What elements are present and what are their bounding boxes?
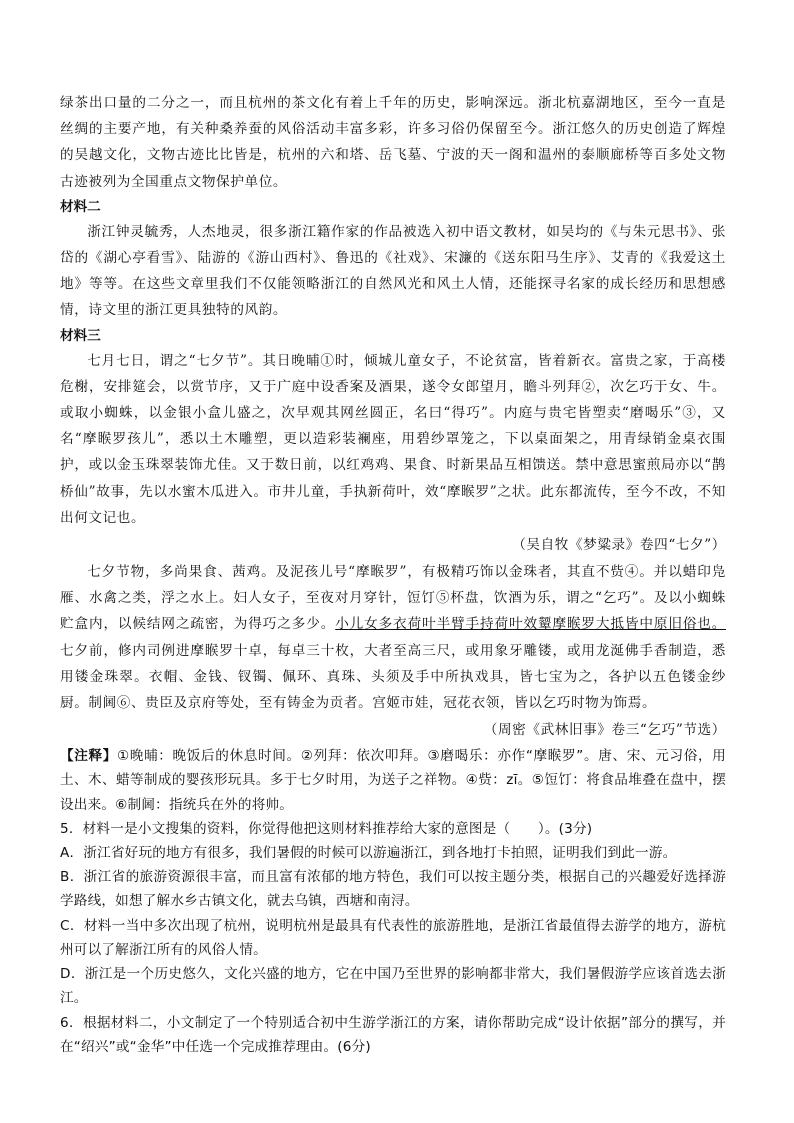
notes <box>60 744 726 817</box>
notes-label: 【注释】 <box>60 748 117 765</box>
material3-p2-underlined: 小儿女多衣荷叶半臂手持荷叶效颦摩睺罗大抵皆中原旧俗也。 <box>335 616 726 633</box>
document-page <box>60 90 726 1059</box>
material3-p2-part-b: 七夕前，修内司例进摩睺罗十卓，每卓三十枚，大者至高三尺，或用象牙雕镂，或用龙涎佛手香制造，悉用镂金珠翠。衣帽、金钱、钗镯、佩环、真珠、头须及手中所执戏具，皆七宝为之，各护以五色镂金纱厨。制阃⑥、贵臣及京府等处，至有铸金为贡者。宫姬市娃，冠花衣领，皆以乞巧时物为饰焉。 <box>60 642 726 712</box>
question-5-stem: 5．材料一是小文搜集的资料，你觉得他把这则材料推荐给大家的意图是（ ）。(3分) <box>60 820 593 837</box>
question-6-stem: 6．根据材料二，小文制定了一个特别适合初中生游学浙江的方案，请你帮助完成“设计依据”部分的撰写，并在“绍兴”或“金华”中任选一个完成推荐理由。(6分) <box>60 1014 726 1055</box>
notes-text: ①晚晡：晚饭后的休息时间。②列拜：依次叩拜。③磨喝乐：亦作“摩睺罗”。唐、宋、元习俗，用土、木、蜡等制成的婴孩形玩具。多于七夕时用，为送子之祥物。④赀：zī。⑤饾饤：将食品堆叠在盘中，摆设出来。⑥制阃：指统兵在外的将帅。 <box>60 748 726 813</box>
question-5-option-c: C．材料一当中多次出现了杭州，说明杭州是最具有代表性的旅游胜地，是浙江省最值得去游学的地方，游杭州可以了解浙江所有的风俗人情。 <box>60 917 726 958</box>
material2-heading: 材料二 <box>60 198 101 215</box>
question-5-option-a: A．浙江省好玩的地方有很多，我们暑假的时候可以游遍浙江，到各地打卡拍照，证明我们到此一游。 <box>60 845 677 862</box>
material3-p2-part-a: 七夕节物，多尚果食、茜鸡。及泥孩儿号“摩睺罗”，有极精巧饰以金珠者，其直不赀④。并以蜡印凫雁、水禽之类，浮之水上。妇人女子，至夜对月穿针，饾饤⑤杯盘，饮酒为乐，谓之“乞巧”。及以小蜘蛛贮盒内，以候结网之疏密，为得巧之多少。 <box>60 564 726 633</box>
material2-text: 浙江钟灵毓秀，人杰地灵，很多浙江籍作家的作品被选入初中语文教材，如吴均的《与朱元思书》、张岱的《湖心亭看雪》、陆游的《游山西村》、鲁迅的《社戏》、宋濂的《送东阳马生序》、艾青的《我爱这土地》等等。在这些文章里我们不仅能领略浙江的自然风光和风土人情，还能探寻名家的成长经历和思想感情，诗文里的浙江更具独特的风韵。 <box>60 223 726 319</box>
question-5-option-d: D．浙江是一个历史悠久，文化兴盛的地方，它在中国乃至世界的影响都非常大，我们暑假游学应该首选去浙江。 <box>60 966 726 1007</box>
material1-continuation: 绿茶出口量的二分之一，而且杭州的茶文化有着上千年的历史，影响深远。浙北杭嘉湖地区，至今一直是丝绸的主要产地，有关种桑养蚕的风俗活动丰富多彩，许多习俗仍保留至今。浙江悠久的历史创造了辉煌的吴越文化，文物古迹比比皆是，杭州的六和塔、岳飞墓、宁波的天一阁和温州的泰顺廊桥等百多处文物古迹被列为全国重点文物保护单位。 <box>60 95 726 190</box>
material3-paragraph-1: 七月七日，谓之“七夕节”。其日晚晡①时，倾城儿童女子，不论贫富，皆着新衣。富贵之家，于高楼危榭，安排筵会，以赏节序，又于广庭中设香案及酒果，遂令女郎望月，瞻斗列拜②，次乞巧于女、牛。或取小蜘蛛，以金银小盒儿盛之，次早观其网丝圆正，名曰“得巧”。内庭与贵宅皆塑卖“磨喝乐”③，又名“摩睺罗孩儿”，悉以土木雕塑，更以造彩装襕座，用碧纱罩笼之，下以桌面架之，用青绿销金桌衣围护，或以金玉珠翠装饰尤佳。又于数日前，以红鸡鸡、果食、时新果品互相馈送。禁中意思蜜煎局亦以“鹊桥仙”故事，先以水蜜木瓜进入。市井儿童，手执新荷叶，效“摩睺罗”之状。此东都流传，至今不改，不知出何文记也。 <box>60 352 726 526</box>
material3-source-2: （周密《武林旧事》卷三“乞巧”节选） <box>483 722 726 739</box>
question-5-option-b: B．浙江省的旅游资源很丰富，而且富有浓郁的地方特色，我们可以按主题分类，根据自己的兴趣爱好选择游学路线，如想了解水乡古镇文化，就去乌镇，西塘和南浔。 <box>60 869 726 910</box>
material3-paragraph-2 <box>60 559 726 716</box>
material3-heading: 材料三 <box>60 327 101 344</box>
material3-source-1: （吴自牧《梦粱录》卷四“七夕”） <box>512 537 726 554</box>
